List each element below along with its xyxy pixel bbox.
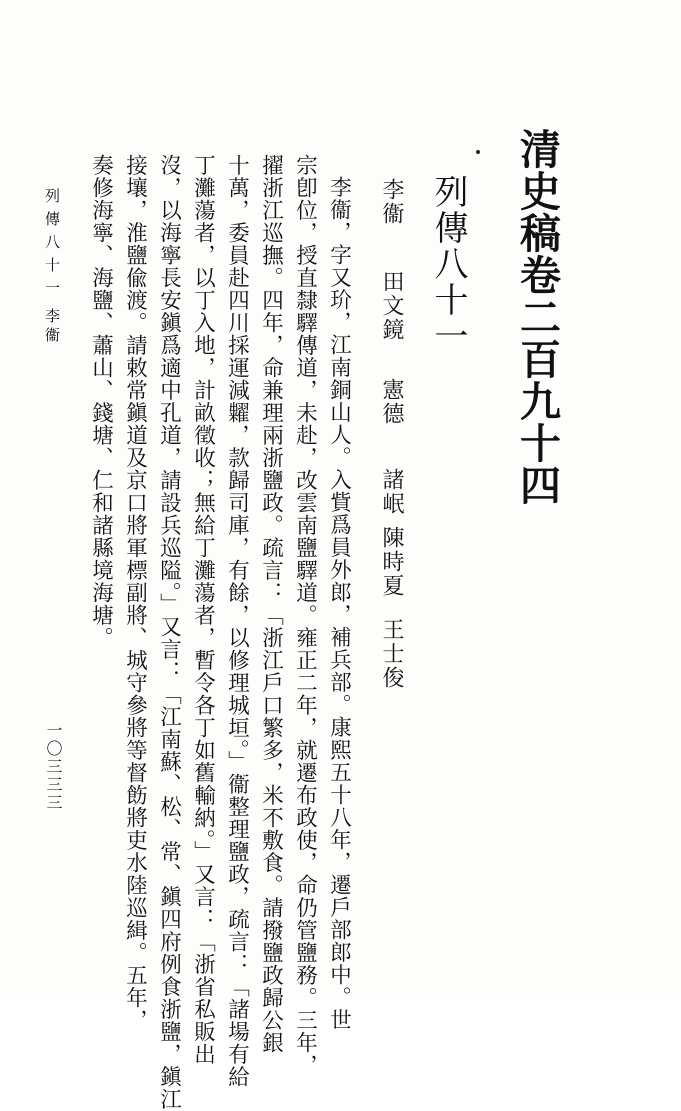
body-column: 宗卽位，授直隸驛傳道，未赴，改雲南鹽驛道。雍正二年，就遷布政使，命仍管鹽務。三年， — [292, 154, 318, 1077]
bullet-dot-icon — [476, 150, 480, 154]
biography-name: 田文鏡 — [379, 270, 404, 342]
running-header-chapter: 列傳八十一 — [43, 188, 61, 303]
body-column: 沒，以海寧長安鎭爲適中孔道，請設兵巡隘。」又言：「江南蘇、松、常、鎭四府例食浙鹽，鎭江 — [156, 154, 182, 1111]
biography-name: 李衞 — [379, 178, 404, 226]
biography-name: 陳時夏 — [379, 526, 404, 598]
biography-name: 諸岷 — [379, 468, 404, 516]
body-column: 擢浙江巡撫。四年，命兼理兩浙鹽政。疏言：「浙江戶口繁多，米不敷食。請撥鹽政歸公銀 — [258, 154, 284, 1054]
biography-name: 憲德 — [379, 378, 404, 426]
body-column: 丁灘蕩者，以丁入地，計畝徵收；無給丁灘蕩者，暫令各丁如舊輸納。」又言：「浙省私販出 — [190, 154, 216, 1066]
biography-name: 王士俊 — [379, 618, 404, 690]
running-header-name: 李衞 — [43, 308, 61, 346]
volume-title: 清史稿卷二百九十四 — [513, 128, 561, 506]
chapter-subtitle: 列傳八十一 — [428, 174, 468, 354]
body-column: 李衞，字又玠，江南銅山人。入貲爲員外郎，補兵部。康熙五十八年，遷戶部郎中。世 — [326, 176, 352, 1031]
page-number: 一〇三三三 — [44, 722, 63, 812]
body-column: 奏修海寧、海鹽、蕭山、錢塘、仁和諸縣境海塘。 — [88, 154, 114, 649]
body-column: 十萬，委員赴四川採運減糶，款歸司庫，有餘，以修理城垣。」衞整理鹽政，疏言：「諸場有給 — [224, 154, 250, 1089]
body-column: 接壤，淮鹽偸渡。請敕常鎭道及京口將軍標副將、城守參將等督飭將吏水陸巡緝。五年， — [122, 154, 148, 1032]
